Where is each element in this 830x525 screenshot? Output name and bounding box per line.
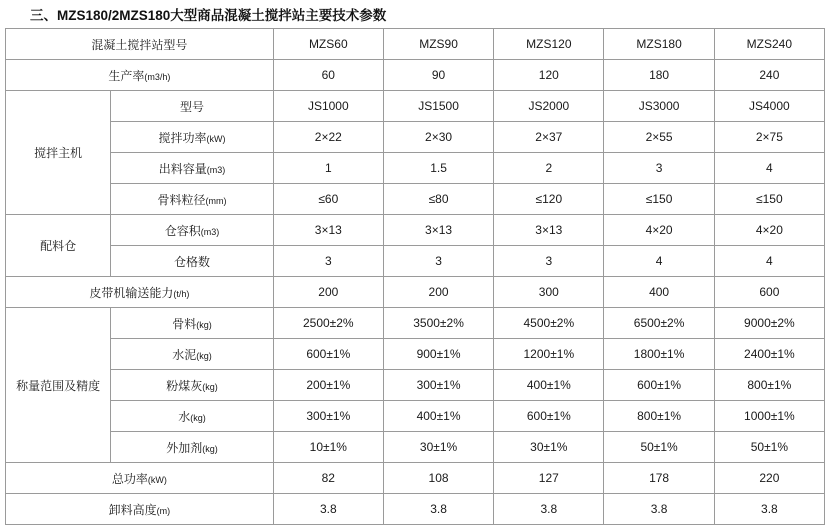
row-value: 2×75 [714, 122, 824, 153]
row-value: 4×20 [604, 215, 714, 246]
row-value: 3 [604, 153, 714, 184]
row-value: JS1000 [273, 91, 383, 122]
row-value: 30±1% [494, 432, 604, 463]
row-value: 90 [383, 60, 493, 91]
row-value: 2500±2% [273, 308, 383, 339]
row-label: 水泥(kg) [111, 339, 273, 370]
table-row [6, 494, 825, 525]
row-value: 30±1% [383, 432, 493, 463]
table-row [6, 153, 825, 184]
table-row [6, 370, 825, 401]
row-value: 2×55 [604, 122, 714, 153]
row-value: 600±1% [494, 401, 604, 432]
row-value: 400 [604, 277, 714, 308]
unit-text: (kW) [147, 474, 167, 485]
spec-table-body [6, 29, 825, 525]
row-value: 300 [494, 277, 604, 308]
row-value: 1200±1% [494, 339, 604, 370]
unit-text: (m3) [200, 226, 220, 237]
row-label: 搅拌功率(kW) [111, 122, 273, 153]
model-header: MZS60 [273, 29, 383, 60]
table-row [6, 339, 825, 370]
row-value: 180 [604, 60, 714, 91]
row-value: 10±1% [273, 432, 383, 463]
row-value: ≤150 [604, 184, 714, 215]
row-value: 3500±2% [383, 308, 493, 339]
model-header: MZS120 [494, 29, 604, 60]
table-row [6, 277, 825, 308]
row-value: 4 [604, 246, 714, 277]
unit-text: (m3) [206, 164, 226, 175]
row-value: 400±1% [383, 401, 493, 432]
table-row [6, 184, 825, 215]
table-row [6, 91, 825, 122]
row-value: 2×22 [273, 122, 383, 153]
model-header: MZS180 [604, 29, 714, 60]
row-value: 300±1% [273, 401, 383, 432]
row-value: 200 [273, 277, 383, 308]
row-label: 粉煤灰(kg) [111, 370, 273, 401]
unit-text: (mm) [205, 195, 227, 206]
row-value: 220 [714, 463, 824, 494]
row-value: JS4000 [714, 91, 824, 122]
row-value: ≤150 [714, 184, 824, 215]
row-value: 1800±1% [604, 339, 714, 370]
unit-text: (kg) [202, 443, 218, 454]
table-row [6, 463, 825, 494]
unit-text: (m3/h) [144, 71, 171, 82]
row-value: 82 [273, 463, 383, 494]
row-label: 卸料高度(m) [6, 494, 274, 525]
row-value: 900±1% [383, 339, 493, 370]
model-header: MZS90 [383, 29, 493, 60]
row-value: 120 [494, 60, 604, 91]
model-header: MZS240 [714, 29, 824, 60]
row-value: 3 [494, 246, 604, 277]
row-value: 3 [383, 246, 493, 277]
row-value: 50±1% [714, 432, 824, 463]
row-value: 200 [383, 277, 493, 308]
unit-text: (kg) [190, 412, 206, 423]
header-row-label: 混凝土搅拌站型号 [6, 29, 274, 60]
row-label: 仓格数 [111, 246, 273, 277]
row-value: 3.8 [383, 494, 493, 525]
row-value: JS2000 [494, 91, 604, 122]
row-value: 3 [273, 246, 383, 277]
row-value: 1.5 [383, 153, 493, 184]
row-value: 3.8 [273, 494, 383, 525]
row-value: 4 [714, 246, 824, 277]
group-label: 配料仓 [6, 215, 111, 277]
row-value: 50±1% [604, 432, 714, 463]
row-value: 1 [273, 153, 383, 184]
row-value: 1000±1% [714, 401, 824, 432]
table-header-row [6, 29, 825, 60]
row-value: 400±1% [494, 370, 604, 401]
unit-text: (t/h) [173, 288, 190, 299]
row-label: 骨料(kg) [111, 308, 273, 339]
row-value: 2×30 [383, 122, 493, 153]
row-value: 127 [494, 463, 604, 494]
row-value: ≤80 [383, 184, 493, 215]
table-row [6, 308, 825, 339]
row-value: 2400±1% [714, 339, 824, 370]
row-label: 皮带机输送能力(t/h) [6, 277, 274, 308]
row-label: 骨料粒径(mm) [111, 184, 273, 215]
row-value: 600±1% [273, 339, 383, 370]
row-label: 总功率(kW) [6, 463, 274, 494]
row-label: 生产率(m3/h) [6, 60, 274, 91]
page-title: 三、MZS180/2MZS180大型商品混凝土搅拌站主要技术参数 [30, 8, 387, 23]
row-value: 60 [273, 60, 383, 91]
row-value: 178 [604, 463, 714, 494]
row-label: 仓容积(m3) [111, 215, 273, 246]
row-value: 2×37 [494, 122, 604, 153]
row-value: 240 [714, 60, 824, 91]
unit-text: (kW) [206, 133, 226, 144]
row-value: 4×20 [714, 215, 824, 246]
unit-text: (m) [156, 505, 171, 516]
row-label: 外加剂(kg) [111, 432, 273, 463]
row-label: 出料容量(m3) [111, 153, 273, 184]
group-label: 搅拌主机 [6, 91, 111, 215]
spec-table [5, 28, 825, 525]
row-value: 3×13 [494, 215, 604, 246]
row-value: ≤60 [273, 184, 383, 215]
row-value: 6500±2% [604, 308, 714, 339]
row-value: 4500±2% [494, 308, 604, 339]
row-value: 3×13 [273, 215, 383, 246]
row-value: 800±1% [714, 370, 824, 401]
table-row [6, 122, 825, 153]
table-row [6, 432, 825, 463]
table-row [6, 401, 825, 432]
row-label: 型号 [111, 91, 273, 122]
group-label: 称量范围及精度 [6, 308, 111, 463]
row-value: 3×13 [383, 215, 493, 246]
table-row [6, 60, 825, 91]
row-value: 9000±2% [714, 308, 824, 339]
table-row [6, 246, 825, 277]
row-value: 300±1% [383, 370, 493, 401]
row-value: 108 [383, 463, 493, 494]
row-value: 2 [494, 153, 604, 184]
row-value: JS3000 [604, 91, 714, 122]
row-value: ≤120 [494, 184, 604, 215]
row-value: 200±1% [273, 370, 383, 401]
row-value: 3.8 [604, 494, 714, 525]
table-row [6, 215, 825, 246]
row-value: 600±1% [604, 370, 714, 401]
row-label: 水(kg) [111, 401, 273, 432]
unit-text: (kg) [196, 319, 212, 330]
row-value: 800±1% [604, 401, 714, 432]
row-value: 600 [714, 277, 824, 308]
row-value: 3.8 [714, 494, 824, 525]
unit-text: (kg) [196, 350, 212, 361]
row-value: 3.8 [494, 494, 604, 525]
row-value: JS1500 [383, 91, 493, 122]
unit-text: (kg) [202, 381, 218, 392]
row-value: 4 [714, 153, 824, 184]
